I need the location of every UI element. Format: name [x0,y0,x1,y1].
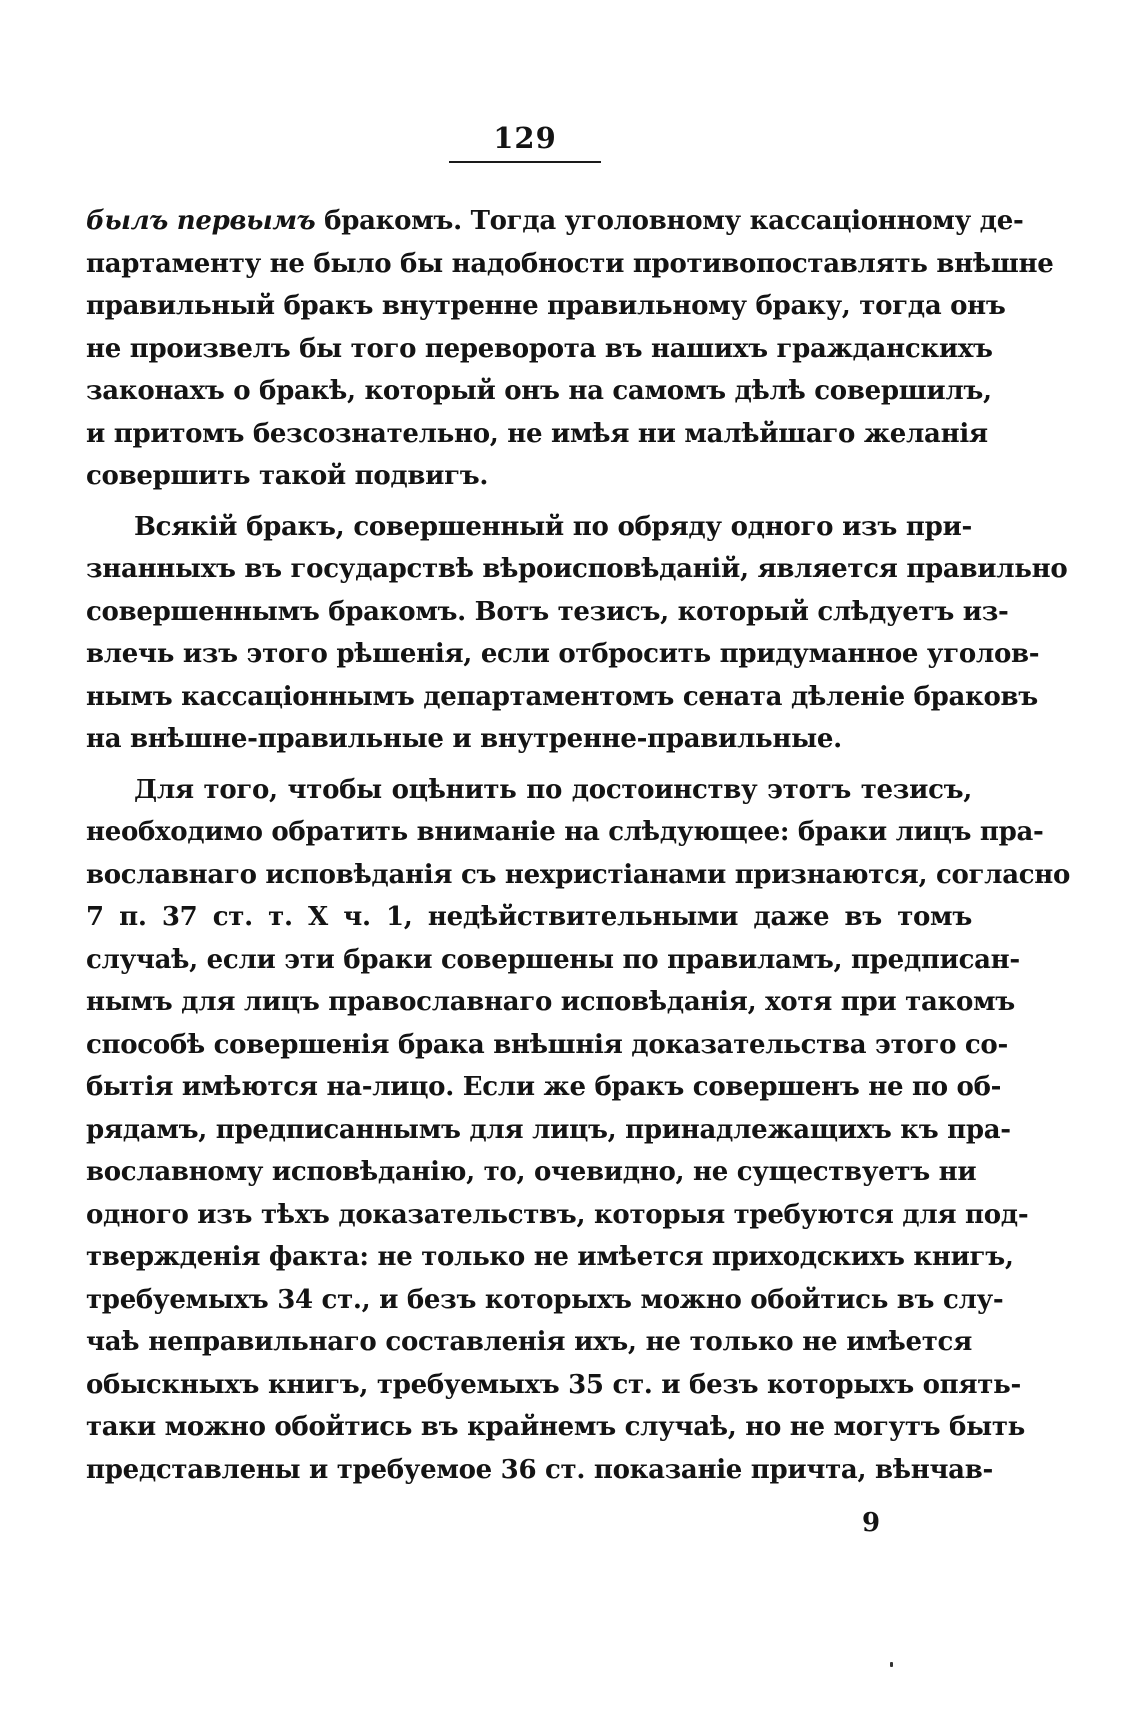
signature-mark: 9 [862,1508,881,1538]
text-line-20: способѣ совершенія брака внѣшнія доказательства этого со- [86,1029,1008,1060]
italic-phrase: былъ первымъ [86,206,316,236]
text-line-4: не произвелъ бы того переворота въ нашихъ гражданскихъ [86,333,993,364]
text-line-22: рядамъ, предписаннымъ для лицъ, принадлежащихъ къ пра- [86,1114,1011,1145]
text-line-8: Всякій бракъ, совершенный по обряду одного изъ при- [134,511,972,542]
text-line-12: нымъ кассаціоннымъ департаментомъ сената дѣленіе браковъ [86,681,1038,712]
text-line-14: Для того, чтобы оцѣнить по достоинству этотъ тезисъ, [134,774,972,805]
text-line-6: и притомъ безсознательно, не имѣя ни малѣйшаго желанія [86,418,988,449]
header-rule [449,161,601,163]
text-line-24: одного изъ тѣхъ доказательствъ, которыя требуются для под- [86,1199,1029,1230]
text-line-3: правильный бракъ внутренне правильному браку, тогда онъ [86,291,1006,321]
text-line-5: законахъ о бракѣ, который онъ на самомъ дѣлѣ совершилъ, [86,376,992,406]
text-line-16: вославнаго исповѣданія съ нехристіанами признаются, согласно [86,859,1071,890]
text-line-7: совершить такой подвигъ. [86,461,489,491]
text-line-10: совершеннымъ бракомъ. Вотъ тезисъ, который слѣдуетъ из- [86,596,1009,627]
text-line-13: на внѣшне-правильные и внутренне-правильные. [86,724,842,754]
line-text: бракомъ. Тогда уголовному кассаціонному де- [315,206,1024,236]
text-line-27: чаѣ неправильнаго составленія ихъ, не только не имѣется [86,1327,972,1357]
text-line-29: таки можно обойтись въ крайнемъ случаѣ, но не могутъ быть [86,1412,1025,1442]
text-line-19: нымъ для лицъ православнаго исповѣданія, хотя при такомъ [86,987,1015,1017]
text-line-23: вославному исповѣданію, то, очевидно, не существуетъ ни [86,1157,977,1187]
text-line-11: влечь изъ этого рѣшенія, если отбросить придуманное уголов- [86,639,1040,669]
text-line-26: требуемыхъ 34 ст., и безъ которыхъ можно обойтись въ слу- [86,1284,1004,1315]
body-text [86,200,1071,1491]
text-line-9: знанныхъ въ государствѣ вѣроисповѣданій, является правильно [86,554,1068,584]
text-line-25: твержденія факта: не только не имѣется приходскихъ книгъ, [86,1242,1014,1272]
text-line-18: случаѣ, если эти браки совершены по правиламъ, предписан- [86,944,1020,975]
page-number: 129 [493,121,557,155]
text-line-28: обыскныхъ книгъ, требуемыхъ 35 ст. и безъ которыхъ опять- [86,1369,1021,1400]
text-line-1 [86,200,1024,243]
print-speck [890,1662,893,1667]
text-line-17: 7 п. 37 ст. т. X ч. 1, недѣйствительными даже въ томъ [86,902,972,932]
text-line-30: представлены и требуемое 36 ст. показаніе причта, вѣнчав- [86,1454,993,1485]
text-line-2: партаменту не было бы надобности противопоставлять внѣшне [86,248,1054,279]
text-line-15: необходимо обратить вниманіе на слѣдующее: браки лицъ пра- [86,817,1044,847]
text-line-21: бытія имѣются на-лицо. Если же бракъ совершенъ не по об- [86,1072,1002,1102]
